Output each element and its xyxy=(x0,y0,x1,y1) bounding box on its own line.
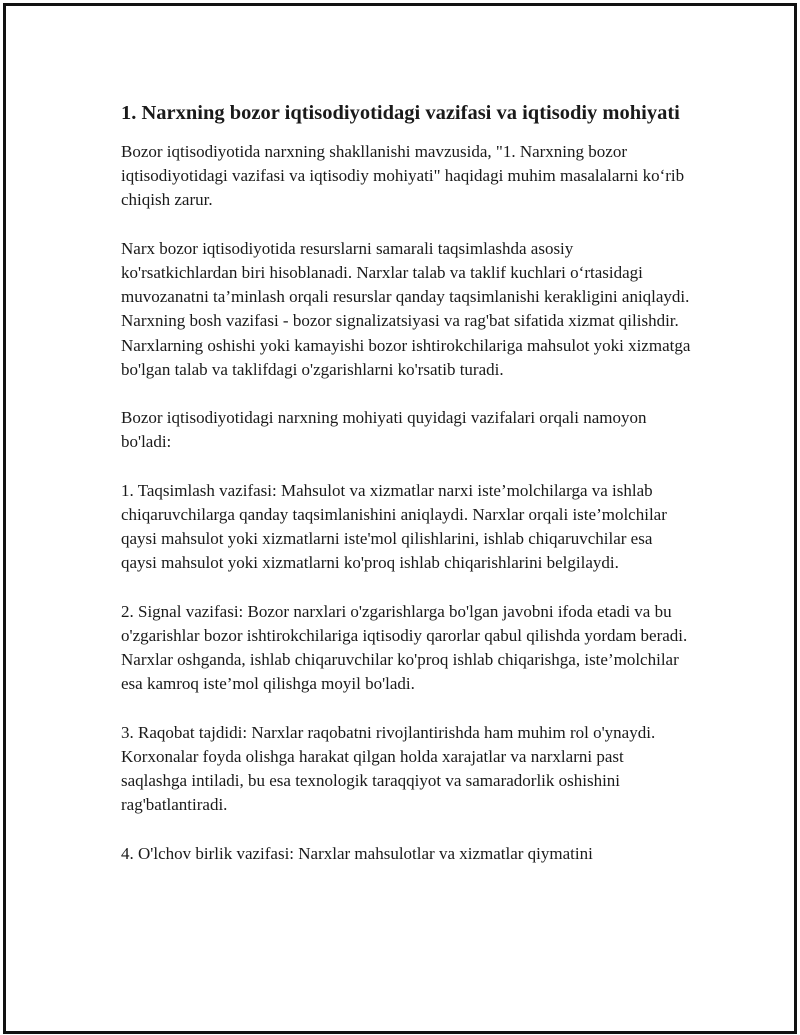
intro-paragraph: Bozor iqtisodiyotida narxning shakllanishi mavzusida, "1. Narxning bozor iqtisodiyotidagi vazifasi va iqtisodiy mohiyati" haqidagi muhim masalalarni ko‘rib chiqish zarur. xyxy=(121,142,685,210)
document-body xyxy=(121,100,691,890)
distribution-function-paragraph: 1. Taqsimlash vazifasi: Mahsulot va xizmatlar narxi iste’molchilarga va ishlab chiqaruvchilarga qanday taqsimlanishini aniqlaydi. Narxlar orqali iste’molchilar qaysi mahsulot yoki xizmatlarni iste'mol qilishlarini, ishlab chiqaruvchilar esa qaysi mahsulot yoki xizmatlarni ko'proq ishlab chiqarishlarini belgilaydi. xyxy=(121,480,667,573)
competition-paragraph: 3. Raqobat tajdidi: Narxlar raqobatni rivojlantirishda ham muhim rol o'ynaydi. Korxonalar foyda olishga harakat qilgan holda xarajatlar va narxlarni past saqlashga intiladi, bu esa texnologik taraqqiyot va samaradorlik oshishini rag'batlantiradi. xyxy=(121,722,656,815)
document-title: 1. Narxning bozor iqtisodiyotidagi vazifasi va iqtisodiy mohiyati xyxy=(121,102,680,124)
functions-intro-paragraph: Bozor iqtisodiyotidagi narxning mohiyati quyidagi vazifalari orqali namoyon bo'ladi: xyxy=(121,408,647,452)
signal-function-paragraph: 2. Signal vazifasi: Bozor narxlari o'zgarishlarga bo'lgan javobni ifoda etadi va bu o'zgarishlar bozor ishtirokchilariga iqtisodiy qarorlar qabul qilishda yordam beradi. Narxlar oshganda, ishlab chiqaruvchilar ko'proq ishlab chiqarishga, iste’molchilar esa kamroq iste’mol qilishga moyil bo'ladi. xyxy=(121,601,688,694)
page-border xyxy=(3,3,797,1034)
measure-function-paragraph: 4. O'lchov birlik vazifasi: Narxlar mahsulotlar va xizmatlar qiymatini xyxy=(121,843,593,863)
price-role-paragraph: Narx bozor iqtisodiyotida resurslarni samarali taqsimlashda asosiy ko'rsatkichlardan biri hisoblanadi. Narxlar talab va taklif kuchlari o‘rtasidagi muvozanatni ta’minlash orqali resurslar qanday taqsimlanishi kerakligini aniqlaydi. Narxning bosh vazifasi - bozor signalizatsiyasi va rag'bat sifatida xizmat qilishdir. Narxlarning oshishi yoki kamayishi bozor ishtirokchilariga mahsulot yoki xizmatga bo'lgan talab va taklifdagi o'zgarishlarni ko'rsatib turadi. xyxy=(121,238,691,379)
